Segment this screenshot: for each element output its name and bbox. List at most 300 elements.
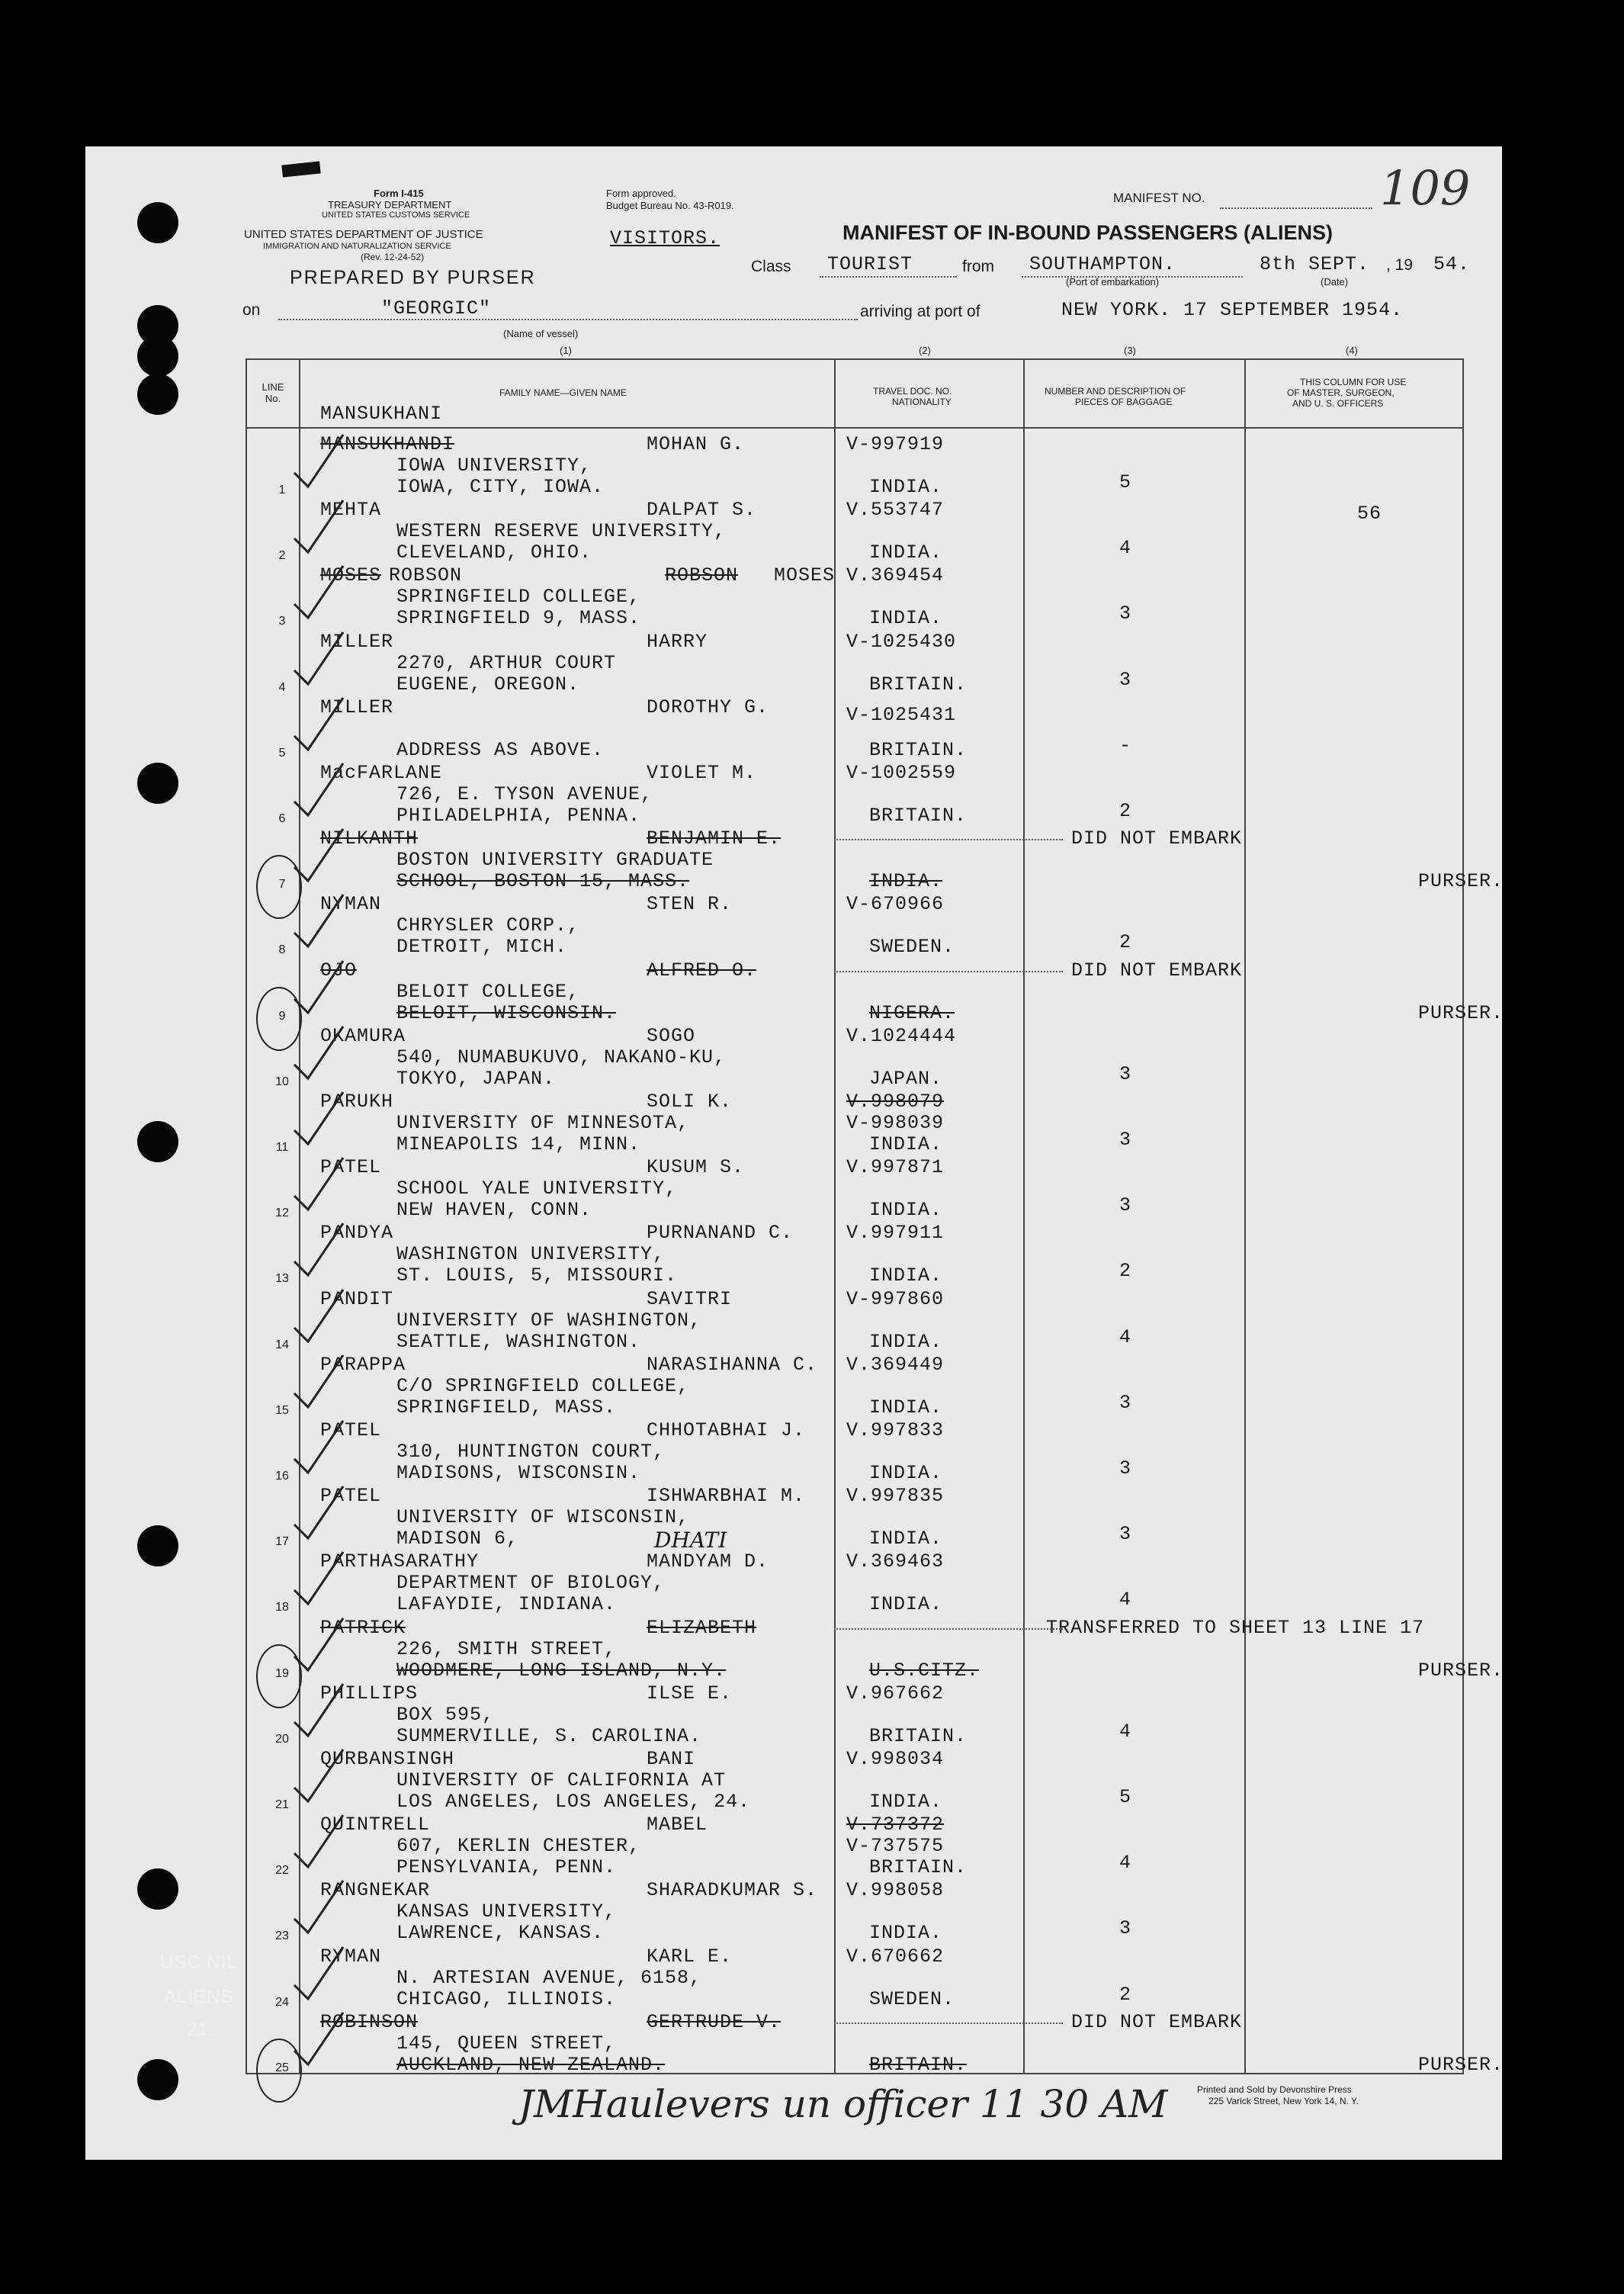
line-number: 21 bbox=[275, 1798, 289, 1811]
address-line: ST. LOUIS, 5, MISSOURI. bbox=[396, 1264, 678, 1287]
binder-hole bbox=[137, 202, 178, 243]
given-name: KARL E. bbox=[647, 1945, 733, 1968]
arrival-port-date: NEW YORK. 17 SEPTEMBER 1954. bbox=[1061, 299, 1404, 321]
address-line: WESTERN RESERVE UNIVERSITY, bbox=[396, 520, 727, 542]
line-number: 16 bbox=[275, 1470, 289, 1483]
family-name: ROBINSON bbox=[320, 2011, 419, 2033]
address-line: IOWA UNIVERSITY, bbox=[396, 455, 592, 477]
travel-doc-number: V.997833 bbox=[846, 1419, 945, 1441]
margin-note: ALIENS bbox=[164, 1987, 234, 2007]
travel-doc-struck: V.737372 bbox=[846, 1814, 945, 1836]
baggage-count: 2 bbox=[1119, 931, 1132, 953]
address-line: LAFAYDIE, INDIANA. bbox=[396, 1593, 617, 1615]
family-name: PARAPPA bbox=[320, 1354, 406, 1376]
family-name: RANGNEKAR bbox=[320, 1879, 431, 1901]
address-line: 145, QUEEN STREET, bbox=[396, 2032, 617, 2055]
family-name: MILLER bbox=[320, 696, 394, 718]
given-name: SAVITRI bbox=[647, 1288, 733, 1310]
remark-leader bbox=[834, 1628, 1063, 1630]
manifest-title: MANIFEST OF IN-BOUND PASSENGERS (ALIENS) bbox=[842, 221, 1334, 244]
table-border bbox=[1462, 358, 1464, 2074]
nationality: INDIA. bbox=[869, 1264, 943, 1287]
baggage-count: 5 bbox=[1119, 471, 1132, 493]
remark: DID NOT EMBARK bbox=[1071, 2011, 1243, 2033]
given-name-struck: ROBSON bbox=[665, 564, 739, 586]
given-name: BENJAMIN E. bbox=[647, 827, 782, 850]
travel-doc-number: V.369454 bbox=[846, 564, 945, 586]
port-of-embarkation: SOUTHAMPTON. bbox=[1029, 253, 1176, 275]
address-line: UNIVERSITY OF CALIFORNIA AT bbox=[396, 1769, 727, 1791]
check-mark bbox=[290, 1875, 351, 1928]
family-name: ROBSON bbox=[389, 564, 463, 586]
remark: DID NOT EMBARK bbox=[1071, 827, 1243, 850]
column-header-line-no: LINE No. bbox=[262, 381, 284, 404]
baggage-count: 4 bbox=[1119, 1589, 1132, 1611]
address-line: N. ARTESIAN AVENUE, 6158, bbox=[396, 1967, 702, 1989]
given-name: MANDYAM D. bbox=[647, 1550, 769, 1573]
baggage-count: 3 bbox=[1119, 669, 1132, 691]
fill-line bbox=[1220, 207, 1372, 209]
column-number: (1) bbox=[560, 345, 572, 356]
family-name: PANDYA bbox=[320, 1222, 394, 1244]
binder-hole bbox=[137, 1868, 178, 1910]
baggage-count: 3 bbox=[1119, 1457, 1132, 1480]
given-name: ELIZABETH bbox=[647, 1617, 757, 1639]
line-number: 11 bbox=[275, 1141, 289, 1154]
remark: DID NOT EMBARK bbox=[1071, 959, 1243, 982]
address-line: BELOIT COLLEGE, bbox=[396, 981, 580, 1003]
nationality: INDIA. bbox=[869, 1528, 943, 1550]
address-line: DEPARTMENT OF BIOLOGY, bbox=[396, 1572, 666, 1594]
revision-date: (Rev. 12-24-52) bbox=[361, 252, 425, 262]
family-name: MILLER bbox=[320, 631, 394, 653]
given-name: NARASIHANNA C. bbox=[647, 1354, 818, 1376]
address-line: CHICAGO, ILLINOIS. bbox=[396, 1988, 617, 2010]
approval-note: Budget Bureau No. 43-R019. bbox=[606, 200, 734, 211]
baggage-count: 3 bbox=[1119, 602, 1132, 625]
address-line: LOS ANGELES, LOS ANGELES, 24. bbox=[396, 1791, 751, 1813]
given-name: SOLI K. bbox=[647, 1091, 733, 1113]
table-border bbox=[246, 358, 247, 2074]
check-mark bbox=[290, 1678, 351, 1731]
family-name: PATEL bbox=[320, 1156, 382, 1178]
officer-signature-note: JMHaulevers un officer 11 30 AM bbox=[518, 2082, 1168, 2126]
nationality: INDIA. bbox=[869, 1396, 943, 1418]
purser-note: PURSER. bbox=[1418, 1659, 1504, 1682]
column-header-officers: THIS COLUMN FOR USE bbox=[1300, 377, 1407, 387]
check-mark bbox=[290, 1152, 351, 1205]
address-line: IOWA, CITY, IOWA. bbox=[396, 476, 605, 498]
check-mark bbox=[290, 494, 351, 548]
given-name: SOGO bbox=[647, 1025, 696, 1047]
address-line: WASHINGTON UNIVERSITY, bbox=[396, 1243, 666, 1265]
travel-doc-number: V-1025431 bbox=[846, 704, 957, 726]
nationality: BRITAIN. bbox=[869, 1856, 968, 1878]
printer-imprint: 225 Varick Street, New York 14, N. Y. bbox=[1208, 2096, 1359, 2106]
table-border bbox=[246, 427, 1464, 429]
nationality: JAPAN. bbox=[869, 1068, 943, 1090]
address-line: LAWRENCE, KANSAS. bbox=[396, 1922, 605, 1944]
nationality: U.S.CITZ. bbox=[869, 1659, 980, 1682]
baggage-count: 3 bbox=[1119, 1129, 1132, 1151]
line-number: 1 bbox=[278, 484, 286, 496]
year-value: 54. bbox=[1433, 253, 1471, 275]
line-number: 13 bbox=[275, 1272, 289, 1285]
baggage-count: 4 bbox=[1119, 537, 1132, 559]
check-mark bbox=[290, 1284, 351, 1337]
baggage-count: 2 bbox=[1119, 1260, 1132, 1282]
nationality: BRITAIN. bbox=[869, 805, 968, 827]
binder-hole bbox=[137, 1525, 178, 1566]
travel-doc-number: V.1024444 bbox=[846, 1025, 957, 1047]
address-line: UNIVERSITY OF MINNESOTA, bbox=[396, 1112, 690, 1134]
check-mark bbox=[290, 560, 351, 613]
department-line: TREASURY DEPARTMENT bbox=[328, 199, 452, 210]
baggage-count: 3 bbox=[1119, 1523, 1132, 1545]
given-name: MOHAN G. bbox=[647, 433, 745, 455]
column-header-officers: AND U. S. OFFICERS bbox=[1292, 398, 1384, 409]
family-name: PATRICK bbox=[320, 1617, 406, 1639]
port-caption: (Port of embarkation) bbox=[1066, 276, 1160, 288]
line-number: 7 bbox=[278, 878, 286, 891]
form-number: Form I-415 bbox=[374, 188, 424, 199]
family-name: MacFARLANE bbox=[320, 762, 443, 784]
remark: TRANSFERRED TO SHEET 13 LINE 17 bbox=[1046, 1617, 1425, 1639]
column-header-name: FAMILY NAME—GIVEN NAME bbox=[499, 387, 627, 398]
address-line: CHRYSLER CORP., bbox=[396, 914, 580, 937]
nationality: SWEDEN. bbox=[869, 1988, 955, 2010]
line-number: 2 bbox=[278, 549, 286, 562]
travel-doc-number: V-1002559 bbox=[846, 762, 957, 784]
class-value: TOURIST bbox=[827, 253, 913, 275]
nationality: INDIA. bbox=[869, 1331, 943, 1353]
address-line: CLEVELAND, OHIO. bbox=[396, 541, 592, 564]
travel-doc-number: V.553747 bbox=[846, 499, 945, 521]
given-name: CHHOTABHAI J. bbox=[647, 1419, 806, 1441]
line-number: 10 bbox=[275, 1075, 289, 1088]
margin-note: USC NIL bbox=[160, 1952, 238, 1973]
department-line: UNITED STATES DEPARTMENT OF JUSTICE bbox=[244, 228, 483, 241]
address-line: UNIVERSITY OF WISCONSIN, bbox=[396, 1506, 690, 1528]
address-line: SPRINGFIELD, MASS. bbox=[396, 1396, 617, 1418]
given-name: HARRY bbox=[647, 631, 708, 653]
check-mark bbox=[290, 626, 351, 680]
nationality: BRITAIN. bbox=[869, 739, 968, 761]
given-name-correction: DHATI bbox=[654, 1528, 727, 1553]
line-number: 3 bbox=[278, 615, 286, 628]
address-line: 726, E. TYSON AVENUE, bbox=[396, 783, 653, 805]
travel-doc-number: V.997871 bbox=[846, 1156, 945, 1178]
address-line: SPRINGFIELD COLLEGE, bbox=[396, 586, 641, 608]
fill-line bbox=[1022, 276, 1243, 278]
baggage-count: 4 bbox=[1119, 1852, 1132, 1874]
check-mark bbox=[290, 1415, 351, 1468]
line-number: 6 bbox=[278, 812, 286, 825]
line-number: 14 bbox=[275, 1338, 289, 1351]
nationality: INDIA. bbox=[869, 476, 943, 498]
binder-hole bbox=[137, 763, 178, 804]
binder-hole bbox=[137, 374, 178, 415]
address-line: MINEAPOLIS 14, MINN. bbox=[396, 1133, 641, 1155]
address-line: 310, HUNTINGTON COURT, bbox=[396, 1441, 666, 1463]
line-number: 22 bbox=[275, 1864, 289, 1877]
page-number-handwritten: 109 bbox=[1380, 160, 1471, 216]
address-line: 540, NUMABUKUVO, NAKANO-KU, bbox=[396, 1046, 727, 1068]
line-number: 20 bbox=[275, 1733, 289, 1746]
address-line: KANSAS UNIVERSITY, bbox=[396, 1900, 617, 1923]
family-name: PATEL bbox=[320, 1419, 382, 1441]
family-name: QURBANSINGH bbox=[320, 1748, 455, 1770]
fill-line bbox=[278, 319, 858, 320]
baggage-count: 3 bbox=[1119, 1392, 1132, 1414]
purser-note: PURSER. bbox=[1418, 2054, 1504, 2076]
check-mark bbox=[290, 1086, 351, 1139]
column-number: (2) bbox=[919, 345, 931, 356]
family-name-struck: MOSES bbox=[320, 564, 382, 586]
approval-note: Form approved. bbox=[606, 188, 676, 199]
line-number: 9 bbox=[278, 1010, 286, 1023]
check-mark bbox=[290, 1217, 351, 1271]
given-name: VIOLET M. bbox=[647, 762, 757, 784]
line-number-circle bbox=[256, 2039, 302, 2103]
travel-doc-number: V.997911 bbox=[846, 1222, 945, 1244]
address-line: BOX 595, bbox=[396, 1704, 495, 1726]
purser-note: PURSER. bbox=[1418, 1002, 1504, 1024]
line-number: 5 bbox=[278, 747, 286, 760]
date-caption: (Date) bbox=[1321, 276, 1349, 288]
baggage-count: 4 bbox=[1119, 1720, 1132, 1743]
check-mark bbox=[290, 888, 351, 942]
nationality: INDIA. bbox=[869, 1133, 943, 1155]
line-number: 25 bbox=[275, 2061, 289, 2074]
line-number: 24 bbox=[275, 1996, 289, 2009]
baggage-count: 3 bbox=[1119, 1063, 1132, 1085]
address-line: 226, SMITH STREET, bbox=[396, 1638, 617, 1660]
check-mark bbox=[290, 1612, 351, 1666]
baggage-count: 3 bbox=[1119, 1917, 1132, 1939]
margin-note: 21. bbox=[187, 2019, 215, 2040]
nationality: INDIA. bbox=[869, 1199, 943, 1221]
travel-doc-number: V-997919 bbox=[846, 433, 945, 455]
travel-doc-number: V-1025430 bbox=[846, 631, 957, 653]
given-name: DALPAT S. bbox=[647, 499, 757, 521]
baggage-count: 3 bbox=[1119, 1194, 1132, 1216]
fill-line bbox=[820, 276, 957, 278]
binder-hole bbox=[137, 336, 178, 377]
department-line: IMMIGRATION AND NATURALIZATION SERVICE bbox=[263, 242, 451, 251]
table-border bbox=[1244, 358, 1246, 2074]
family-name: RYMAN bbox=[320, 1945, 382, 1968]
address-line: 607, KERLIN CHESTER, bbox=[396, 1835, 641, 1857]
nationality: INDIA. bbox=[869, 870, 943, 892]
given-name: SHARADKUMAR S. bbox=[647, 1879, 818, 1901]
address-line: SCHOOL, BOSTON 15, MASS. bbox=[396, 870, 690, 892]
year-prefix: , 19 bbox=[1386, 256, 1414, 274]
address-line: DETROIT, MICH. bbox=[396, 936, 568, 958]
given-name: KUSUM S. bbox=[647, 1156, 745, 1178]
nationality: BRITAIN. bbox=[869, 2054, 968, 2076]
check-mark bbox=[290, 1349, 351, 1402]
nationality: INDIA. bbox=[869, 607, 943, 629]
nationality: INDIA. bbox=[869, 1791, 943, 1813]
family-name: PARTHASARATHY bbox=[320, 1550, 480, 1573]
address-line: SUMMERVILLE, S. CAROLINA. bbox=[396, 1725, 702, 1747]
given-name: DOROTHY G. bbox=[647, 696, 769, 718]
column-header-baggage: NUMBER AND DESCRIPTION OF bbox=[1045, 386, 1186, 397]
family-name-correction: MANSUKHANI bbox=[320, 403, 443, 425]
column-header-doc: TRAVEL DOC. NO. bbox=[873, 386, 952, 397]
travel-doc-struck: V.998079 bbox=[846, 1091, 945, 1113]
remark-leader bbox=[834, 2023, 1063, 2024]
travel-doc-number: V.998058 bbox=[846, 1879, 945, 1901]
table-border bbox=[1023, 358, 1025, 2074]
address-line: 2270, ARTHUR COURT bbox=[396, 652, 617, 674]
family-name: PANDIT bbox=[320, 1288, 394, 1310]
nationality: BRITAIN. bbox=[869, 673, 968, 696]
given-name: BANI bbox=[647, 1748, 696, 1770]
table-border bbox=[834, 358, 836, 2074]
address-line: SPRINGFIELD 9, MASS. bbox=[396, 607, 641, 629]
check-mark bbox=[290, 1480, 351, 1534]
address-line: MADISON 6, bbox=[396, 1528, 519, 1550]
address-line: BELOIT, WISCONSIN. bbox=[396, 1002, 617, 1024]
line-number: 8 bbox=[278, 943, 286, 956]
prepared-by: PREPARED BY PURSER bbox=[290, 267, 536, 288]
nationality: INDIA. bbox=[869, 1593, 943, 1615]
vessel-caption: (Name of vessel) bbox=[503, 328, 579, 339]
given-name: PURNANAND C. bbox=[647, 1222, 794, 1244]
address-line: NEW HAVEN, CONN. bbox=[396, 1199, 592, 1221]
embarkation-date: 8th SEPT. bbox=[1260, 253, 1370, 275]
check-mark bbox=[290, 757, 351, 811]
family-name: PATEL bbox=[320, 1485, 382, 1507]
address-line: PHILADELPHIA, PENNA. bbox=[396, 805, 641, 827]
arriving-label: arriving at port of bbox=[860, 303, 980, 320]
check-mark bbox=[290, 692, 351, 745]
given-name: MABEL bbox=[647, 1814, 708, 1836]
check-mark bbox=[290, 1020, 351, 1074]
remark-leader bbox=[834, 971, 1063, 972]
travel-doc-number: V.670662 bbox=[846, 1945, 945, 1968]
travel-doc-number: V-670966 bbox=[846, 893, 945, 915]
travel-doc-number: V.369449 bbox=[846, 1354, 945, 1376]
check-mark bbox=[290, 823, 351, 876]
travel-doc-number: V-997860 bbox=[846, 1288, 945, 1310]
line-number: 19 bbox=[275, 1667, 289, 1680]
given-name: MOSES bbox=[774, 564, 836, 586]
column-number: (4) bbox=[1346, 345, 1358, 356]
nationality: SWEDEN. bbox=[869, 936, 955, 958]
given-name: GERTRUDE V. bbox=[647, 2011, 782, 2033]
given-name: ILSE E. bbox=[647, 1682, 733, 1704]
family-name: OJO bbox=[320, 959, 358, 982]
family-name: PHILLIPS bbox=[320, 1682, 419, 1704]
line-number: 23 bbox=[275, 1929, 289, 1942]
nationality: INDIA. bbox=[869, 541, 943, 564]
check-mark bbox=[290, 1546, 351, 1599]
travel-doc-number: V.369463 bbox=[846, 1550, 945, 1573]
line-number: 15 bbox=[275, 1404, 289, 1417]
baggage-count: 2 bbox=[1119, 1984, 1132, 2006]
given-name: STEN R. bbox=[647, 893, 733, 915]
family-name: PARUKH bbox=[320, 1091, 394, 1113]
from-label: from bbox=[962, 258, 994, 275]
address-line: SCHOOL YALE UNIVERSITY, bbox=[396, 1178, 678, 1200]
travel-doc-number: V.967662 bbox=[846, 1682, 945, 1704]
address-line: C/O SPRINGFIELD COLLEGE, bbox=[396, 1375, 690, 1397]
column-header-baggage: PIECES OF BAGGAGE bbox=[1075, 397, 1173, 407]
line-number: 17 bbox=[275, 1535, 289, 1548]
family-name: OKAMURA bbox=[320, 1025, 406, 1047]
given-name: ISHWARBHAI M. bbox=[647, 1485, 806, 1507]
family-name: NILKANTH bbox=[320, 827, 419, 850]
column-header-nationality: NATIONALITY bbox=[892, 397, 952, 407]
address-line: TOKYO, JAPAN. bbox=[396, 1068, 556, 1090]
column-number: (3) bbox=[1124, 345, 1136, 356]
nationality: INDIA. bbox=[869, 1462, 943, 1484]
given-name: ALFRED O. bbox=[647, 959, 757, 982]
line-number: 12 bbox=[275, 1206, 289, 1219]
baggage-count: - bbox=[1119, 734, 1132, 757]
line-number: 18 bbox=[275, 1601, 289, 1614]
baggage-count: 5 bbox=[1119, 1786, 1132, 1808]
vessel-name: "GEORGIC" bbox=[381, 297, 492, 320]
address-line: EUGENE, OREGON. bbox=[396, 673, 580, 696]
address-line: PENSYLVANIA, PENN. bbox=[396, 1856, 617, 1878]
check-mark bbox=[290, 1809, 351, 1862]
on-label: on bbox=[242, 301, 261, 319]
remark-leader bbox=[834, 839, 1063, 840]
class-label: Class bbox=[751, 258, 791, 275]
address-line: MADISONS, WISCONSIN. bbox=[396, 1462, 641, 1484]
manifest-no-label: MANIFEST NO. bbox=[1113, 191, 1205, 205]
family-name: QUINTRELL bbox=[320, 1814, 431, 1836]
nationality: INDIA. bbox=[869, 1922, 943, 1944]
travel-doc-number: V-737575 bbox=[846, 1835, 945, 1857]
travel-doc-number: V.997835 bbox=[846, 1485, 945, 1507]
address-line: WOODMERE, LONG ISLAND, N.Y. bbox=[396, 1659, 727, 1682]
address-line: SEATTLE, WASHINGTON. bbox=[396, 1331, 641, 1353]
officer-note: 56 bbox=[1357, 503, 1382, 525]
address-line: UNIVERSITY OF WASHINGTON, bbox=[396, 1309, 702, 1332]
address-line: ADDRESS AS ABOVE. bbox=[396, 739, 605, 761]
check-mark bbox=[290, 2006, 351, 2060]
check-mark bbox=[290, 429, 351, 482]
address-line: AUCKLAND, NEW ZEALAND. bbox=[396, 2054, 666, 2076]
check-mark bbox=[290, 1743, 351, 1797]
family-name: MANSUKHANDI bbox=[320, 433, 455, 455]
line-number: 4 bbox=[278, 681, 286, 694]
table-border bbox=[246, 358, 1464, 360]
column-header-officers: OF MASTER, SURGEON, bbox=[1287, 387, 1395, 398]
travel-doc-number: V-998039 bbox=[846, 1112, 945, 1134]
baggage-count: 4 bbox=[1119, 1326, 1132, 1348]
baggage-count: 2 bbox=[1119, 800, 1132, 822]
check-mark bbox=[290, 955, 351, 1008]
check-mark bbox=[290, 1941, 351, 1994]
binder-hole bbox=[137, 2059, 178, 2100]
family-name: NYMAN bbox=[320, 893, 382, 915]
department-line: UNITED STATES CUSTOMS SERVICE bbox=[322, 210, 470, 220]
nationality: BRITAIN. bbox=[869, 1725, 968, 1747]
purser-note: PURSER. bbox=[1418, 870, 1504, 892]
address-line: BOSTON UNIVERSITY GRADUATE bbox=[396, 849, 714, 871]
binder-hole bbox=[137, 1121, 178, 1162]
travel-doc-number: V.998034 bbox=[846, 1748, 945, 1770]
nationality: NIGERA. bbox=[869, 1002, 955, 1024]
manifest-type: VISITORS. bbox=[610, 227, 721, 249]
printer-imprint: Printed and Sold by Devonshire Press bbox=[1197, 2084, 1352, 2095]
